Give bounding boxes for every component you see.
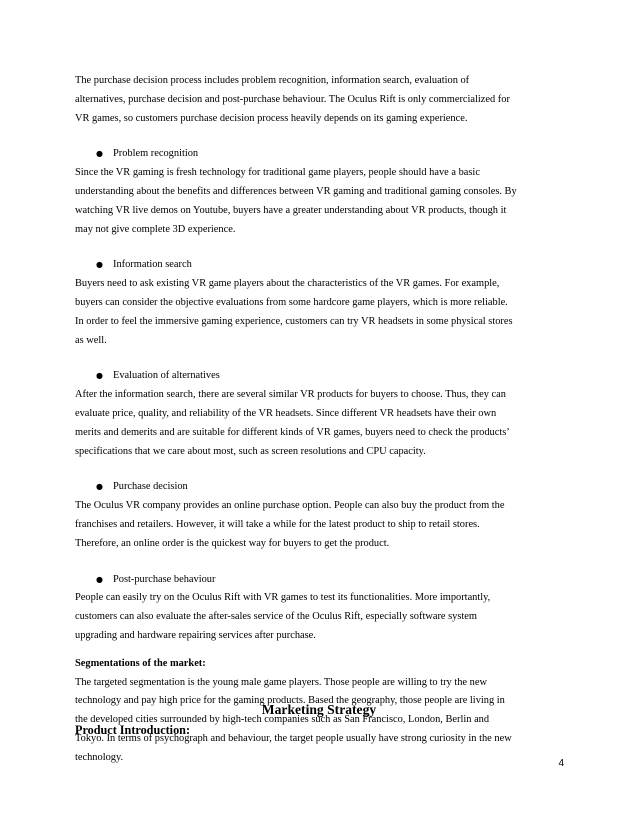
section-paragraph xyxy=(75,589,575,645)
paragraph-line: In order to feel the immersive gaming experience, customers can try VR headsets in some physical stores xyxy=(75,315,513,327)
paragraph-line: may not give complete 3D experience. xyxy=(75,223,236,235)
bullet-evaluation-of-alternatives xyxy=(75,367,575,386)
paragraph-line: buyers can consider the objective evaluations from some hardcore game players, which is more reliable. xyxy=(75,296,508,308)
intro-paragraph xyxy=(75,72,575,128)
bullet-dot-icon: ● xyxy=(96,260,103,270)
paragraph-line: The Oculus VR company provides an online purchase option. People can also buy the product from the xyxy=(75,500,505,512)
bullet-dot-icon: ● xyxy=(96,574,103,584)
paragraph-line: the developed cities surrounded by high-tech companies such as San Francisco, London, Berlin and xyxy=(75,714,490,726)
paragraph-line: The targeted segmentation is the young male game players. Those people are willing to try the new xyxy=(75,676,487,688)
marketing-strategy-title: Marketing Strategy xyxy=(261,702,377,717)
bullet-problem-recognition xyxy=(75,145,575,164)
bullet-label: Evaluation of alternatives xyxy=(113,370,220,382)
bullet-label: Purchase decision xyxy=(113,481,188,493)
paragraph-line: franchises and retailers. However, it will take a while for the latest product to ship to retail stores. xyxy=(75,518,480,530)
bullet-post-purchase-behaviour xyxy=(75,571,575,590)
product-introduction-heading: Product Introduction: xyxy=(75,723,191,737)
bullet-label: Post-purchase behaviour xyxy=(113,573,216,585)
page-content xyxy=(75,72,575,768)
paragraph-line: evaluate price, quality, and reliability of the VR headsets. Since different VR headsets have their own xyxy=(75,407,497,419)
paragraph-line: customers can also evaluate the after-sales service of the Oculus Rift, especially software system xyxy=(75,611,477,623)
section-paragraph xyxy=(75,497,575,553)
segmentation-heading: Segmentations of the market: xyxy=(75,657,206,669)
bullet-purchase-decision xyxy=(75,478,575,497)
paragraph-line: technology. xyxy=(75,751,124,763)
paragraph-line: technology and pay high price for the gaming products. Based the geography, those people are living in xyxy=(75,695,505,707)
intro-line: VR games, so customers purchase decision process heavily depends on its gaming experience. xyxy=(75,112,468,124)
bullet-dot-icon: ● xyxy=(96,149,103,159)
paragraph-line: upgrading and hardware repairing services after purchase. xyxy=(75,629,316,641)
paragraph-line: as well. xyxy=(75,334,107,346)
bullet-label: Information search xyxy=(113,259,192,271)
paragraph-line: specifications that we care about most, such as screen resolutions and CPU capacity. xyxy=(75,445,426,457)
bullet-label: Problem recognition xyxy=(113,148,199,160)
page-number: 4 xyxy=(558,758,564,769)
intro-line: alternatives, purchase decision and post-purchase behaviour. The Oculus Rift is only commercialized for xyxy=(75,93,510,105)
paragraph-line: Since the VR gaming is fresh technology for traditional game players, people should have a basic xyxy=(75,167,480,179)
section-paragraph xyxy=(75,164,575,239)
intro-line: The purchase decision process includes problem recognition, information search, evaluation of xyxy=(75,75,470,86)
bullet-dot-icon: ● xyxy=(96,371,103,381)
paragraph-line: Tokyo. In terms of psychograph and behaviour, the target people usually have strong curiosity in the new xyxy=(75,732,512,744)
paragraph-line: People can easily try on the Oculus Rift with VR games to test its functionalities. More importantly, xyxy=(75,592,491,604)
bullet-dot-icon: ● xyxy=(96,482,103,492)
section-paragraph xyxy=(75,386,575,461)
paragraph-line: understanding about the benefits and differences between VR gaming and traditional gaming consoles. By xyxy=(75,185,517,197)
bullet-information-search xyxy=(75,256,575,275)
section-paragraph xyxy=(75,275,575,350)
paragraph-line: watching VR live demos on Youtube, buyers have a greater understanding about VR products, though it xyxy=(75,204,507,216)
paragraph-line: After the information search, there are several similar VR products for buyers to choose. Thus, they can xyxy=(75,389,506,401)
paragraph-line: Therefore, an online order is the quickest way for buyers to get the product. xyxy=(75,537,390,549)
paragraph-line: merits and demerits and are suitable for different kinds of VR games, buyers need to check the products’ xyxy=(75,426,510,438)
paragraph-line: Buyers need to ask existing VR game players about the characteristics of the VR games. For example, xyxy=(75,278,500,290)
